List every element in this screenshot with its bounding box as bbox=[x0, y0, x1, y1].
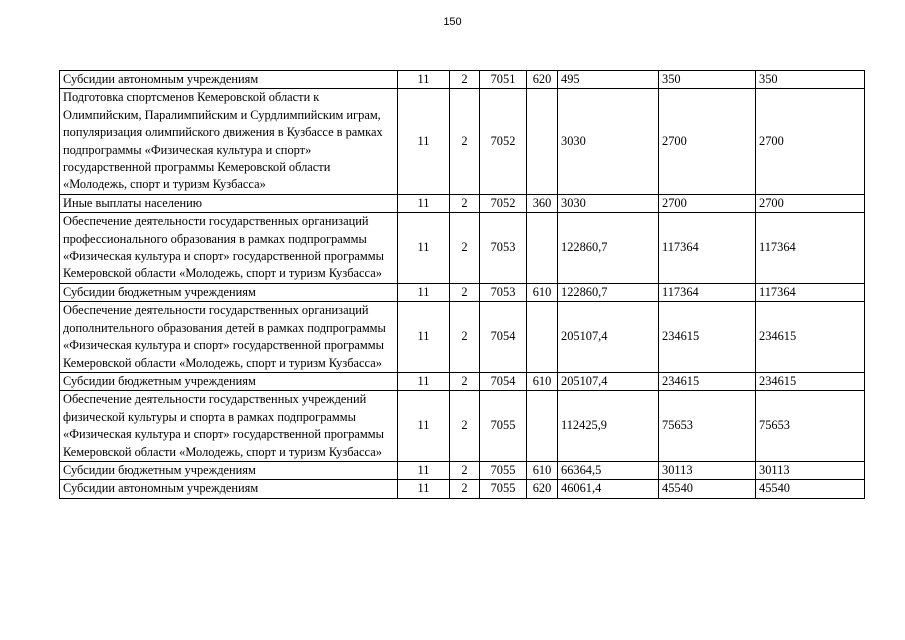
subsection-cell: 2 bbox=[450, 391, 480, 462]
target-cell: 7052 bbox=[480, 194, 527, 212]
target-cell: 7051 bbox=[480, 71, 527, 89]
table-row bbox=[60, 391, 865, 462]
type-cell: 610 bbox=[527, 461, 558, 479]
year2-cell: 117364 bbox=[659, 283, 756, 301]
year3-cell: 117364 bbox=[756, 213, 865, 284]
year1-cell: 66364,5 bbox=[558, 461, 659, 479]
year1-cell: 112425,9 bbox=[558, 391, 659, 462]
section-cell: 11 bbox=[398, 71, 450, 89]
target-cell: 7055 bbox=[480, 391, 527, 462]
row-name: Субсидии бюджетным учреждениям bbox=[60, 461, 398, 479]
year3-cell: 234615 bbox=[756, 302, 865, 373]
year3-cell: 2700 bbox=[756, 194, 865, 212]
table-row bbox=[60, 71, 865, 89]
target-cell: 7055 bbox=[480, 480, 527, 498]
type-cell: 620 bbox=[527, 71, 558, 89]
table-row bbox=[60, 89, 865, 194]
section-cell: 11 bbox=[398, 194, 450, 212]
subsection-cell: 2 bbox=[450, 461, 480, 479]
row-name: Обеспечение деятельности государственных учреждений физической культуры и спорта в рамках подпрограммы «Физическая культура и спорт» государственной программы Кемеровской области «Молодежь, спорт и туризм Кузбасса» bbox=[60, 391, 398, 462]
target-cell: 7055 bbox=[480, 461, 527, 479]
section-cell: 11 bbox=[398, 89, 450, 194]
year1-cell: 205107,4 bbox=[558, 372, 659, 390]
subsection-cell: 2 bbox=[450, 302, 480, 373]
table-row bbox=[60, 372, 865, 390]
row-name: Подготовка спортсменов Кемеровской области к Олимпийским, Паралимпийским и Сурдлимпийским играм, популяризация олимпийского движения в Кузбассе в рамках подпрограммы «Физическая культура и спорт» государственной программы Кемеровской области «Молодежь, спорт и туризм Кузбасса» bbox=[60, 89, 398, 194]
target-cell: 7052 bbox=[480, 89, 527, 194]
section-cell: 11 bbox=[398, 302, 450, 373]
subsection-cell: 2 bbox=[450, 194, 480, 212]
table-row bbox=[60, 461, 865, 479]
year3-cell: 234615 bbox=[756, 372, 865, 390]
table-row bbox=[60, 302, 865, 373]
year2-cell: 350 bbox=[659, 71, 756, 89]
row-name: Субсидии автономным учреждениям bbox=[60, 480, 398, 498]
target-cell: 7053 bbox=[480, 213, 527, 284]
type-cell bbox=[527, 302, 558, 373]
year3-cell: 45540 bbox=[756, 480, 865, 498]
type-cell bbox=[527, 213, 558, 284]
year2-cell: 75653 bbox=[659, 391, 756, 462]
year3-cell: 2700 bbox=[756, 89, 865, 194]
target-cell: 7053 bbox=[480, 283, 527, 301]
target-cell: 7054 bbox=[480, 372, 527, 390]
year1-cell: 205107,4 bbox=[558, 302, 659, 373]
section-cell: 11 bbox=[398, 213, 450, 284]
year1-cell: 3030 bbox=[558, 194, 659, 212]
subsection-cell: 2 bbox=[450, 71, 480, 89]
table-body bbox=[60, 71, 865, 499]
year2-cell: 30113 bbox=[659, 461, 756, 479]
type-cell bbox=[527, 89, 558, 194]
row-name: Субсидии бюджетным учреждениям bbox=[60, 372, 398, 390]
section-cell: 11 bbox=[398, 391, 450, 462]
type-cell: 610 bbox=[527, 372, 558, 390]
type-cell: 360 bbox=[527, 194, 558, 212]
year2-cell: 234615 bbox=[659, 372, 756, 390]
year1-cell: 122860,7 bbox=[558, 283, 659, 301]
table-row bbox=[60, 213, 865, 284]
subsection-cell: 2 bbox=[450, 283, 480, 301]
year2-cell: 234615 bbox=[659, 302, 756, 373]
year3-cell: 30113 bbox=[756, 461, 865, 479]
year1-cell: 495 bbox=[558, 71, 659, 89]
row-name: Обеспечение деятельности государственных организаций профессионального образования в рамках подпрограммы «Физическая культура и спорт» государственной программы Кемеровской области «Молодежь, спорт и туризм Кузбасса» bbox=[60, 213, 398, 284]
table-row bbox=[60, 480, 865, 498]
section-cell: 11 bbox=[398, 461, 450, 479]
year1-cell: 3030 bbox=[558, 89, 659, 194]
year3-cell: 350 bbox=[756, 71, 865, 89]
row-name: Иные выплаты населению bbox=[60, 194, 398, 212]
budget-table bbox=[59, 70, 865, 499]
row-name: Обеспечение деятельности государственных организаций дополнительного образования детей в рамках подпрограммы «Физическая культура и спорт» государственной программы Кемеровской области «Молодежь, спорт и туризм Кузбасса» bbox=[60, 302, 398, 373]
page-number: 150 bbox=[443, 16, 462, 28]
year2-cell: 2700 bbox=[659, 89, 756, 194]
year2-cell: 45540 bbox=[659, 480, 756, 498]
row-name: Субсидии автономным учреждениям bbox=[60, 71, 398, 89]
year2-cell: 2700 bbox=[659, 194, 756, 212]
type-cell: 620 bbox=[527, 480, 558, 498]
table-row bbox=[60, 194, 865, 212]
year3-cell: 117364 bbox=[756, 283, 865, 301]
subsection-cell: 2 bbox=[450, 89, 480, 194]
table-row bbox=[60, 283, 865, 301]
section-cell: 11 bbox=[398, 283, 450, 301]
subsection-cell: 2 bbox=[450, 480, 480, 498]
year1-cell: 122860,7 bbox=[558, 213, 659, 284]
year1-cell: 46061,4 bbox=[558, 480, 659, 498]
year3-cell: 75653 bbox=[756, 391, 865, 462]
type-cell: 610 bbox=[527, 283, 558, 301]
type-cell bbox=[527, 391, 558, 462]
target-cell: 7054 bbox=[480, 302, 527, 373]
section-cell: 11 bbox=[398, 372, 450, 390]
year2-cell: 117364 bbox=[659, 213, 756, 284]
row-name: Субсидии бюджетным учреждениям bbox=[60, 283, 398, 301]
subsection-cell: 2 bbox=[450, 372, 480, 390]
subsection-cell: 2 bbox=[450, 213, 480, 284]
section-cell: 11 bbox=[398, 480, 450, 498]
